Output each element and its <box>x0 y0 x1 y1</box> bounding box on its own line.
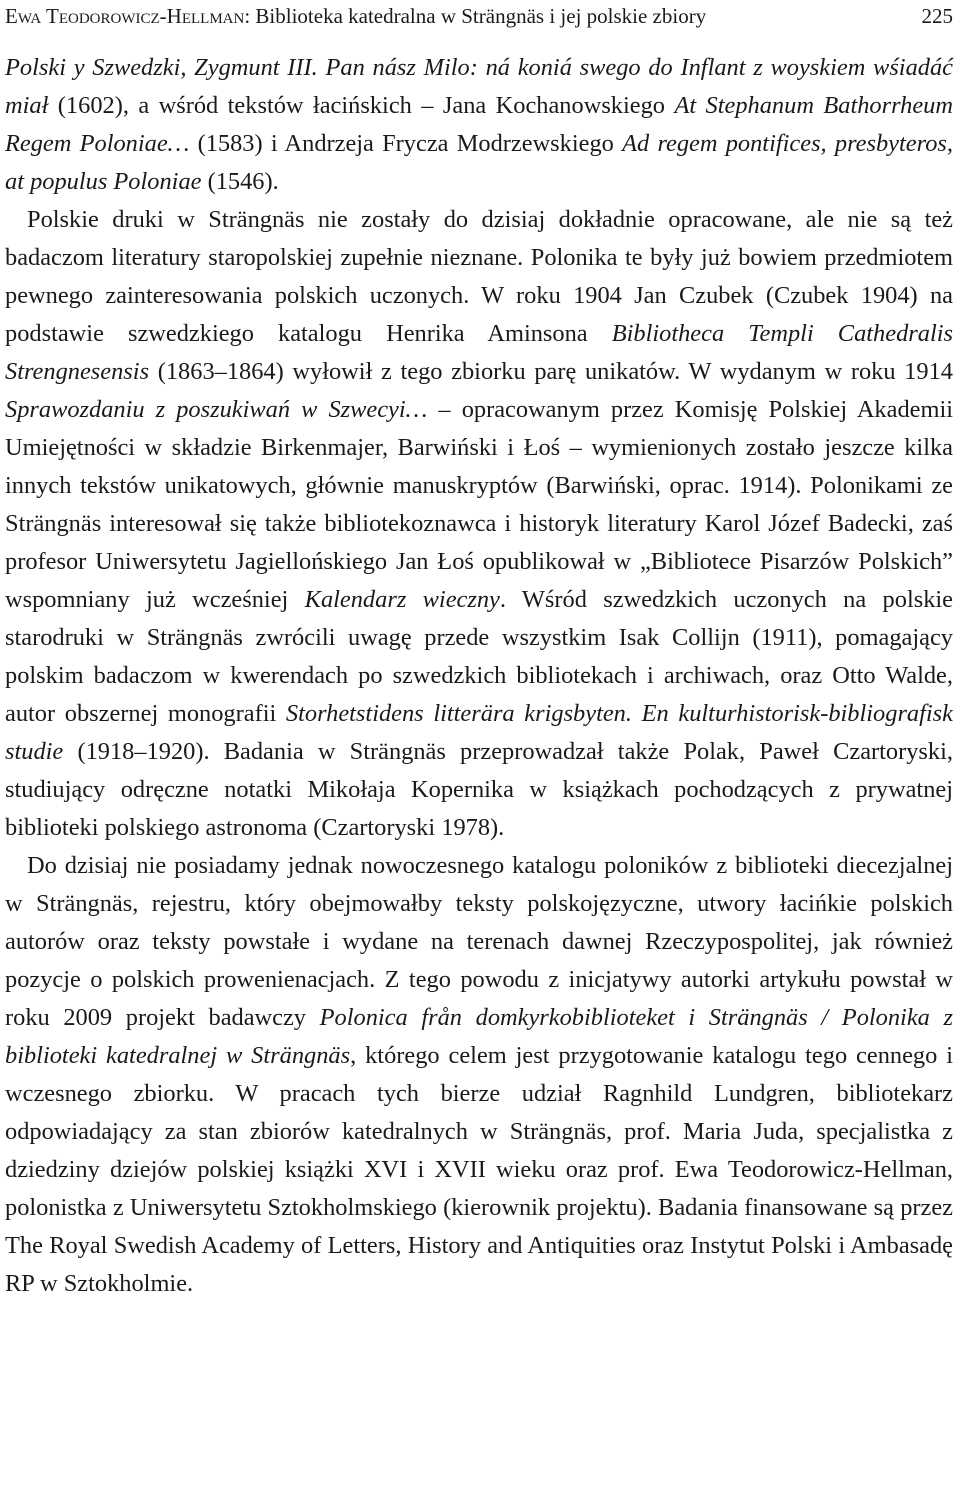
paragraph-text: (1583) i Andrzeja Frycza Modrzewskiego <box>189 130 623 157</box>
italic-title-text: Polski y Szwedzki, Zygmunt III. Pan nász Milo: ná koniá swego do Inflant z woyskiem wśiadáć miał <box>5 54 953 119</box>
italic-title-text: Polonica från domkyrkobiblioteket i Strängnäs / Polonika z biblioteki katedralnej w Strängnäs <box>5 1004 953 1069</box>
paragraph-text: (1546). <box>201 168 279 195</box>
document-page <box>5 0 953 1303</box>
paragraph-text: (1602), a wśród tekstów łacińskich – Jana Kochanowskiego <box>48 92 675 119</box>
italic-title-text: At Stephanum Bathorrheum Regem Poloniae… <box>5 92 953 157</box>
paragraph <box>5 847 953 1303</box>
italic-title-text: Storhetstidens litterära krigsbyten. En kulturhistorisk-bibliografisk studie <box>5 700 954 765</box>
italic-title-text: Ad regem pontifices, presbyteros, at populus Poloniae <box>5 130 953 195</box>
paragraph-text: , którego celem jest przygotowanie katalogu tego cennego i wczesnego zbiorku. W pracach tych bierze udział Ragnhild Lundgren, bibliotekarz odpowiadający za stan zbiorów katedralnych w Strängnäs, prof. Maria Juda, specjalistka z dziedziny dziejów polskiej książki XVI i XVII wieku oraz prof. Ewa Teodorowicz-Hellman, polonistka z Uniwersytetu Sztokholmskiego (kierownik projektu). Badania finansowane są przez The Royal Swedish Academy of Letters, History and Antiquities oraz Instytut Polski i Ambasadę RP w Sztokholmie. <box>5 1042 953 1297</box>
running-header <box>5 0 953 49</box>
page-number: 225 <box>921 4 953 28</box>
italic-title-text: Bibliotheca Templi Cathedralis Strengnesensis <box>5 320 953 385</box>
paragraph-text: (1918–1920). Badania w Strängnäs przeprowadzał także Polak, Paweł Czartoryski, studiujący odręczne notatki Mikołaja Kopernika w książkach pochodzących z prywatnej biblioteki polskiego astronoma (Czartoryski 1978). <box>5 738 953 841</box>
header-title: Biblioteka katedralna w Strängnäs i jej polskie zbiory <box>255 4 707 28</box>
paragraph-text: Do dzisiaj nie posiadamy jednak nowoczesnego katalogu poloników z biblioteki diecezjalnej w Strängnäs, rejestru, który obejmowałby teksty polskojęzyczne, utwory łacińkie polskich autorów oraz teksty powstałe i wydane na terenach dawnej Rzeczypospolitej, jak również pozycje o polskich prowenienacjach. Z tego powodu z inicjatywy autorki artykułu powstał w roku 2009 projekt badawczy <box>5 852 953 1031</box>
paragraph <box>5 49 953 201</box>
body-text <box>5 49 953 1303</box>
italic-title-text: Kalendarz wieczny <box>304 586 500 613</box>
paragraph-text: Polskie druki w Strängnäs nie zostały do dzisiaj dokładnie opracowane, ale nie są też badaczom literatury staropolskiej zupełnie nieznane. Polonika te były już bowiem przedmiotem pewnego zainteresowania polskich uczonych. W roku 1904 Jan Czubek (Czubek 1904) na podstawie szwedzkiego katalogu Henrika Aminsona <box>5 206 953 347</box>
paragraph-text: – opracowanym przez Komisję Polskiej Akademii Umiejętności w składzie Birkenmajer, Barwiński i Łoś – wymienionych zostało jeszcze kilka innych tekstów unikatowych, głównie manuskryptów (Barwiński, oprac. 1914). Polonikami ze Strängnäs interesował się także bibliotekoznawca i historyk literatury Karol Józef Badecki, zaś profesor Uniwersytetu Jagiellońskiego Jan Łoś opublikował w „Bibliotece Pisarzów Polskich” wspomniany już wcześniej <box>5 396 953 613</box>
paragraph <box>5 201 953 847</box>
italic-title-text: Sprawozdaniu z poszukiwań w Szwecyi… <box>5 396 428 423</box>
header-left <box>5 1 706 31</box>
header-author: Ewa Teodorowicz-Hellman: <box>5 4 251 28</box>
paragraph-text: . Wśród szwedzkich uczonych na polskie starodruki w Strängnäs zwrócili uwagę przede wszystkim Isak Collijn (1911), pomagający polskim badaczom w kwerendach po szwedzkich bibliotekach i archiwach, oraz Otto Walde, autor obszernej monografii <box>5 586 954 727</box>
paragraph-text: (1863–1864) wyłowił z tego zbiorku parę unikatów. W wydanym w roku 1914 <box>149 358 953 385</box>
